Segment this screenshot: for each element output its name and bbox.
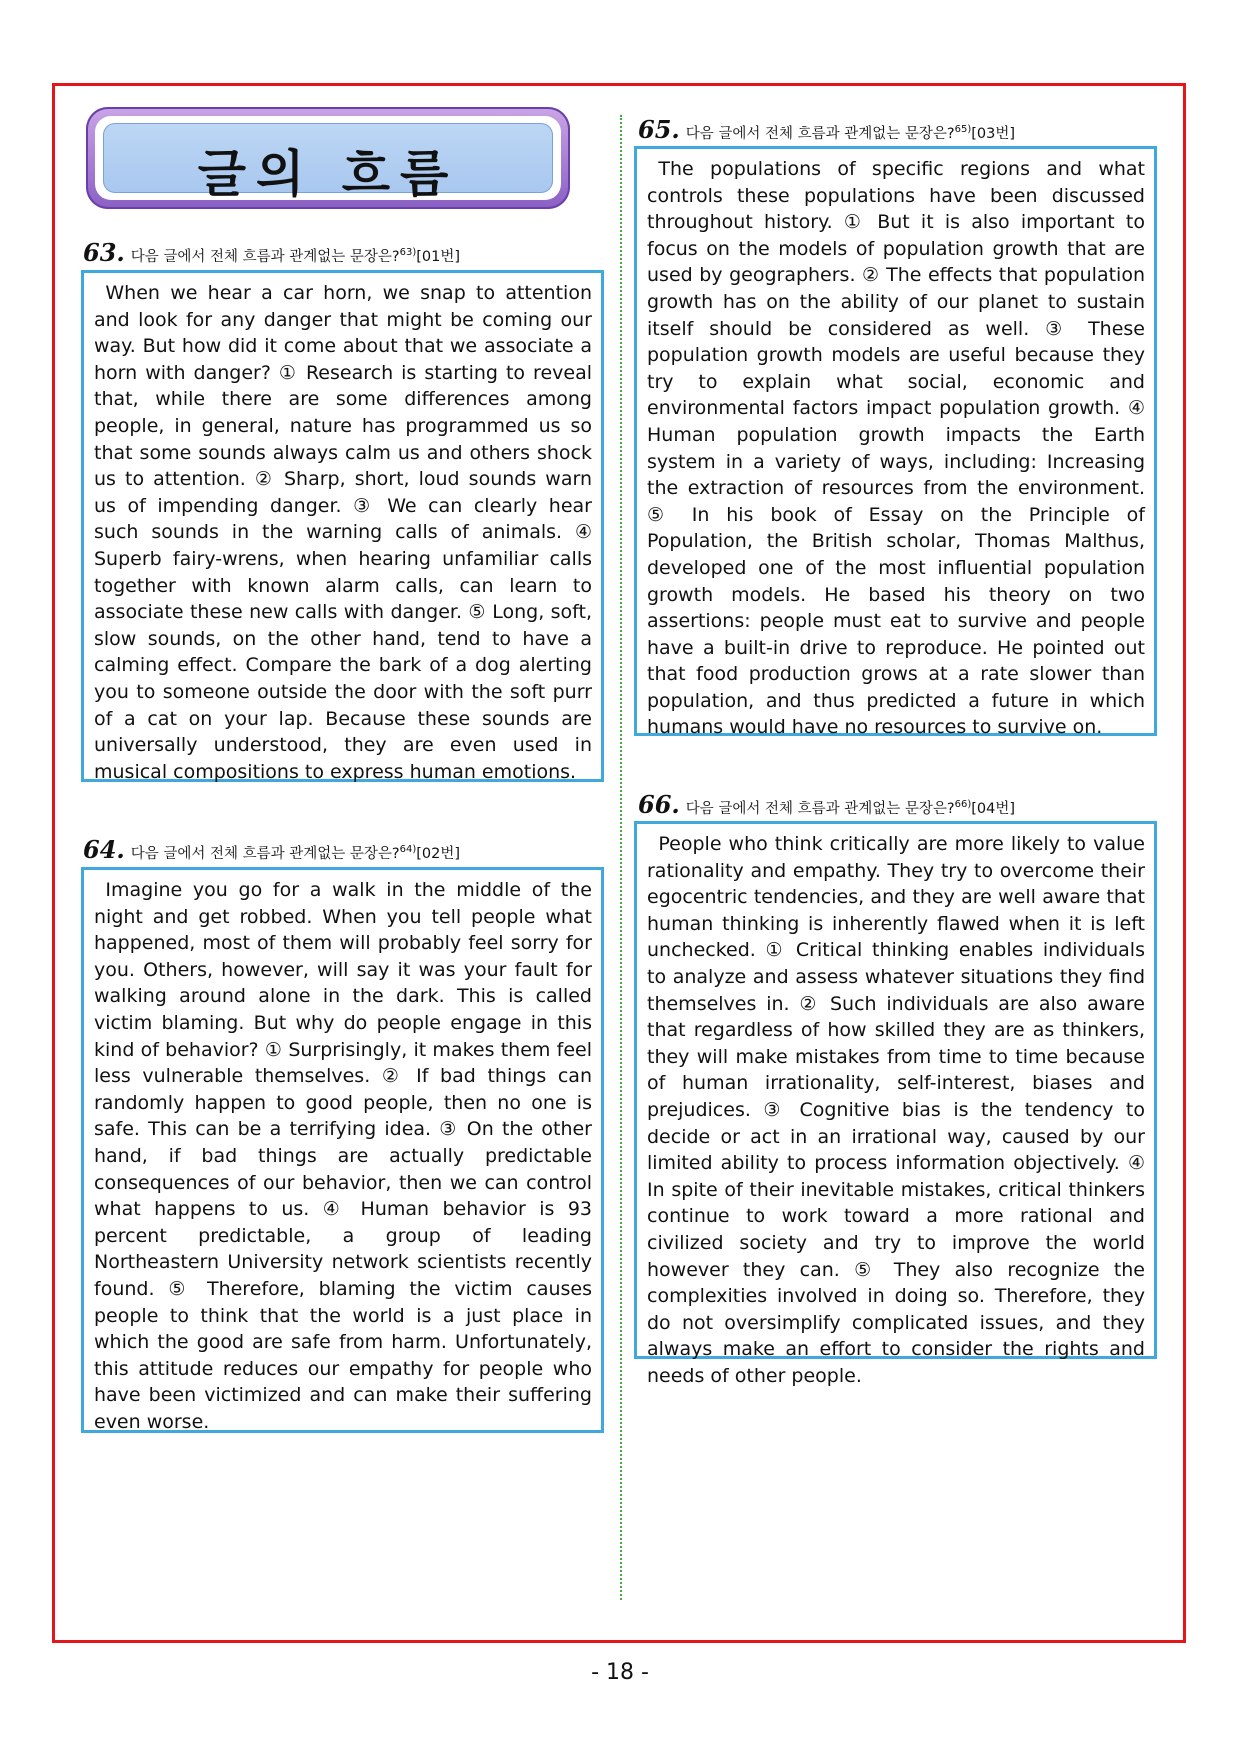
question-number: 66.: [638, 790, 680, 819]
section-title: 글의 흐름: [197, 145, 459, 203]
footnote-ref: 64): [399, 844, 417, 856]
passage-text: When we hear a car horn, we snap to attention and look for any danger that might be coming our way. But how did it come about that we associate a horn with danger? ① Research is starting to reveal that, while there are some differences among people, in general, nature has programmed us so that some sounds always calm us and others shock us to attention. ② Sharp, short, loud sounds warn us of impending danger. ③ We can clearly hear such sounds in the warning calls of animals. ④ Superb fairy-wrens, when hearing unfamiliar calls together with known alarm calls, can learn to associate these new calls with danger. ⑤ Long, soft, slow sounds, on the other hand, tend to have a calming effect. Compare the bark of a dog alerting you to someone outside the door with the soft purr of a cat on your lap. Because these sounds are universally understood, they are even used in musical compositions to express human emotions.: [94, 282, 592, 783]
question-header-64: [83, 835, 460, 864]
question-prompt: 다음 글에서 전체 흐름과 관계없는 문장은?: [685, 126, 955, 142]
footnote-ref: 63): [399, 247, 417, 259]
question-code: [02번]: [416, 846, 461, 862]
question-number: 65.: [638, 115, 680, 144]
question-number: 64.: [83, 835, 125, 864]
question-code: [04번]: [971, 801, 1016, 817]
question-code: [03번]: [971, 126, 1016, 142]
column-divider: [620, 115, 622, 1600]
passage-text: People who think critically are more likely to value rationality and empathy. They try to overcome their egocentric tendencies, and they are well aware that human thinking is inherently flawed when it is left unchecked. ① Critical thinking enables individuals to analyze and assess whatever situations they find themselves in. ② Such individuals are also aware that regardless of how skilled they are as thinkers, they will make mistakes from time to time because of human irrationality, self-interest, biases and prejudices. ③ Cognitive bias is the tendency to decide or act in an irrational way, caused by our limited ability to process information objectively. ④ In spite of their inevitable mistakes, critical thinkers continue to work toward a more rational and civilized society and try to improve the world however they can. ⑤ They also recognize the complexities involved in doing so. Therefore, they do not oversimplify complicated issues, and they always make an effort to consider the rights and needs of other people.: [647, 833, 1145, 1387]
question-box-64: [81, 867, 604, 1433]
question-box-63: [81, 270, 604, 782]
question-number: 63.: [83, 238, 125, 267]
question-prompt: 다음 글에서 전체 흐름과 관계없는 문장은?: [130, 249, 400, 265]
question-code: [01번]: [416, 249, 461, 265]
question-box-66: [634, 821, 1157, 1387]
question-box-65: [634, 146, 1157, 739]
passage-text: Imagine you go for a walk in the middle of the night and get robbed. When you tell people what happened, most of them will probably feel sorry for you. Others, however, will say it was your fault for walking around alone in the dark. This is called victim blaming. But why do people engage in this kind of behavior? ① Surprisingly, it makes them feel less vulnerable themselves. ② If bad things can randomly happen to good people, then no one is safe. This can be a terrifying idea. ③ On the other hand, if bad things are actually predictable consequences of our behavior, then we can control what happens to us. ④ Human behavior is 93 percent predictable, a group of leading Northeastern University network scientists recently found. ⑤ Therefore, blaming the victim causes people to think that the world is a just place in which the good are safe from harm. Unfortunately, this attitude reduces our empathy for people who have been victimized and can make their suffering even worse.: [94, 879, 592, 1433]
banner-core: [103, 123, 553, 203]
banner-inner: [95, 116, 561, 203]
question-prompt: 다음 글에서 전체 흐름과 관계없는 문장은?: [685, 801, 955, 817]
passage-text: The populations of specific regions and what controls these populations have been discussed throughout history. ① But it is also important to focus on the models of population growth that are used by geographers. ② The effects that population growth has on the ability of our planet to sustain itself should be considered as well. ③ These population growth models are useful because they try to explain what social, economic and environmental factors impact population growth. ④ Human population growth impacts the Earth system in a variety of ways, including: Increasing the extraction of resources from the environment. ⑤ In his book of Essay on the Principle of Population, the British scholar, Thomas Malthus, developed one of the most influential population growth models. He based his theory on two assertions: people must eat to survive and people have a built-in drive to reproduce. He pointed out that food production grows at a rate slower than population, and thus predicted a future in which humans would have no resources to survive on.: [647, 158, 1145, 739]
question-header-66: [638, 790, 1015, 819]
page-number: - 18 -: [591, 1660, 649, 1685]
question-prompt: 다음 글에서 전체 흐름과 관계없는 문장은?: [130, 846, 400, 862]
section-banner: [86, 107, 570, 209]
footnote-ref: 65): [954, 124, 972, 136]
question-header-65: [638, 115, 1015, 144]
question-header-63: [83, 238, 460, 267]
footnote-ref: 66): [954, 799, 972, 811]
